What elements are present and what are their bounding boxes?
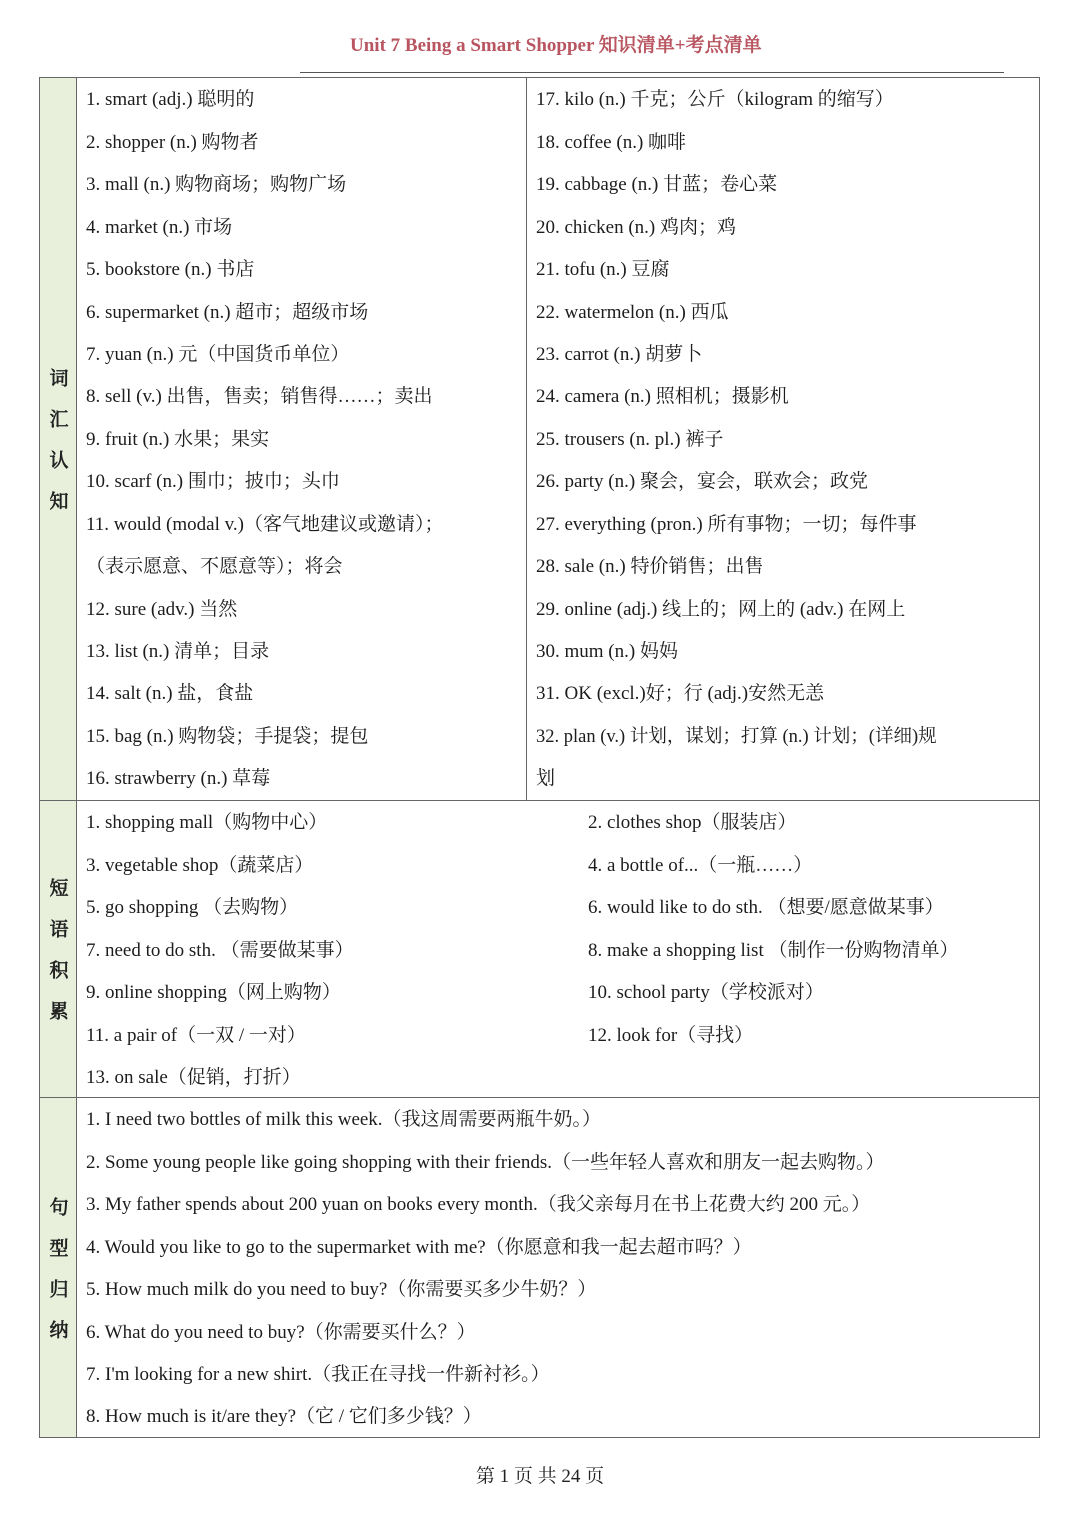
vocab-item: 22. watermelon (n.) 西瓜: [536, 302, 729, 323]
phrase-item: 7. need to do sth. （需要做某事）: [86, 940, 354, 961]
phrase-item: 11. a pair of（一双 / 一对）: [86, 1025, 306, 1046]
vocab-item: 25. trousers (n. pl.) 裤子: [536, 429, 724, 450]
vocab-item: 31. OK (excl.)好；行 (adj.)安然无恙: [536, 683, 825, 704]
sentence-item: 5. How much milk do you need to buy?（你需要买多少牛奶？）: [86, 1279, 597, 1300]
vocab-item: 20. chicken (n.) 鸡肉；鸡: [536, 217, 736, 238]
sentences-section: [40, 1098, 1039, 1437]
vocab-item: （表示愿意、不愿意等）；将会: [86, 556, 343, 577]
vocab-item: 3. mall (n.) 购物商场；购物广场: [86, 174, 347, 195]
vocab-item: 27. everything (pron.) 所有事物；一切；每件事: [536, 514, 917, 535]
vocab-item: 16. strawberry (n.) 草莓: [86, 768, 271, 789]
page-number: 第 1 页 共 24 页: [475, 1466, 605, 1487]
vocab-item: 5. bookstore (n.) 书店: [86, 259, 255, 280]
vocab-item: 32. plan (v.) 计划，谋划；打算 (n.) 计划；(详细)规: [536, 727, 937, 747]
sentence-item: 8. How much is it/are they?（它 / 它们多少钱？）: [86, 1406, 482, 1427]
sentences-column: [86, 1098, 1036, 1437]
vocab-item: 19. cabbage (n.) 甘蓝；卷心菜: [536, 174, 778, 195]
vocab-item: 12. sure (adv.) 当然: [86, 599, 238, 620]
vocab-item: 13. list (n.) 清单；目录: [86, 641, 270, 662]
phrase-item: 6. would like to do sth. （想要/愿意做某事）: [588, 897, 944, 918]
sentence-item: 7. I'm looking for a new shirt.（我正在寻找一件新衬衫。）: [86, 1364, 550, 1385]
vocab-item: 17. kilo (n.) 千克；公斤（kilogram 的缩写）: [536, 89, 894, 110]
phrases-section: [40, 801, 1039, 1098]
vocab-item: 4. market (n.) 市场: [86, 217, 233, 238]
page-title: Unit 7 Being a Smart Shopper 知识清单+考点清单: [350, 35, 762, 56]
phrase-item: 1. shopping mall（购物中心）: [86, 812, 328, 833]
phrase-item: 2. clothes shop（服装店）: [588, 812, 797, 833]
phrases-right-column: [588, 801, 1036, 1097]
vocab-column-divider: [526, 78, 527, 800]
vocab-item: 划: [536, 768, 556, 789]
vocab-item: 9. fruit (n.) 水果；果实: [86, 429, 270, 450]
vocab-item: 11. would (modal v.)（客气地建议或邀请）；: [86, 514, 444, 535]
vocab-item: 8. sell (v.) 出售，售卖；销售得……；卖出: [86, 386, 433, 407]
vocab-item: 26. party (n.) 聚会，宴会，联欢会；政党: [536, 471, 868, 492]
title-rule: [300, 72, 1004, 73]
sentences-section-label: 句型归纳: [40, 1098, 77, 1437]
vocab-item: 29. online (adj.) 线上的；网上的 (adv.) 在网上: [536, 599, 906, 620]
vocab-left-column: [86, 78, 522, 800]
phrase-item: 8. make a shopping list （制作一份购物清单）: [588, 940, 959, 961]
vocab-item: 28. sale (n.) 特价销售；出售: [536, 556, 764, 577]
vocab-item: 2. shopper (n.) 购物者: [86, 132, 259, 153]
vocab-item: 30. mum (n.) 妈妈: [536, 641, 678, 662]
phrases-section-label: 短语积累: [40, 801, 77, 1097]
vocab-item: 24. camera (n.) 照相机；摄影机: [536, 386, 789, 407]
phrase-item: 5. go shopping （去购物）: [86, 897, 299, 918]
vocab-item: 10. scarf (n.) 围巾；披巾；头巾: [86, 471, 340, 492]
vocab-item: 21. tofu (n.) 豆腐: [536, 259, 670, 280]
vocab-item: 6. supermarket (n.) 超市；超级市场: [86, 302, 369, 323]
phrase-item: 4. a bottle of...（一瓶……）: [588, 855, 813, 876]
vocab-item: 7. yuan (n.) 元（中国货币单位）: [86, 344, 350, 365]
phrase-item: 9. online shopping（网上购物）: [86, 982, 341, 1003]
vocab-section-label: 词汇认知: [40, 78, 77, 800]
vocab-item: 14. salt (n.) 盐，食盐: [86, 683, 254, 704]
knowledge-table: [39, 77, 1040, 1438]
vocab-section: [40, 78, 1039, 801]
vocab-item: 23. carrot (n.) 胡萝卜: [536, 344, 703, 365]
sentence-item: 2. Some young people like going shopping with their friends.（一些年轻人喜欢和朋友一起去购物。）: [86, 1152, 885, 1173]
vocab-item: 15. bag (n.) 购物袋；手提袋；提包: [86, 726, 369, 747]
phrase-item: 12. look for（寻找）: [588, 1025, 754, 1046]
vocab-item: 18. coffee (n.) 咖啡: [536, 132, 687, 153]
phrase-item: 10. school party（学校派对）: [588, 982, 824, 1003]
phrase-item: 3. vegetable shop（蔬菜店）: [86, 855, 314, 876]
sentence-item: 1. I need two bottles of milk this week.（我这周需要两瓶牛奶。）: [86, 1109, 602, 1130]
phrase-item: 13. on sale（促销，打折）: [86, 1067, 301, 1088]
sentence-item: 4. Would you like to go to the supermarket with me?（你愿意和我一起去超市吗？）: [86, 1237, 752, 1258]
vocab-item: 1. smart (adj.) 聪明的: [86, 89, 255, 110]
sentence-item: 6. What do you need to buy?（你需要买什么？）: [86, 1322, 476, 1343]
sentence-item: 3. My father spends about 200 yuan on books every month.（我父亲每月在书上花费大约 200 元。）: [86, 1194, 871, 1215]
vocab-right-column: [536, 78, 1036, 800]
phrases-left-column: [86, 801, 576, 1097]
